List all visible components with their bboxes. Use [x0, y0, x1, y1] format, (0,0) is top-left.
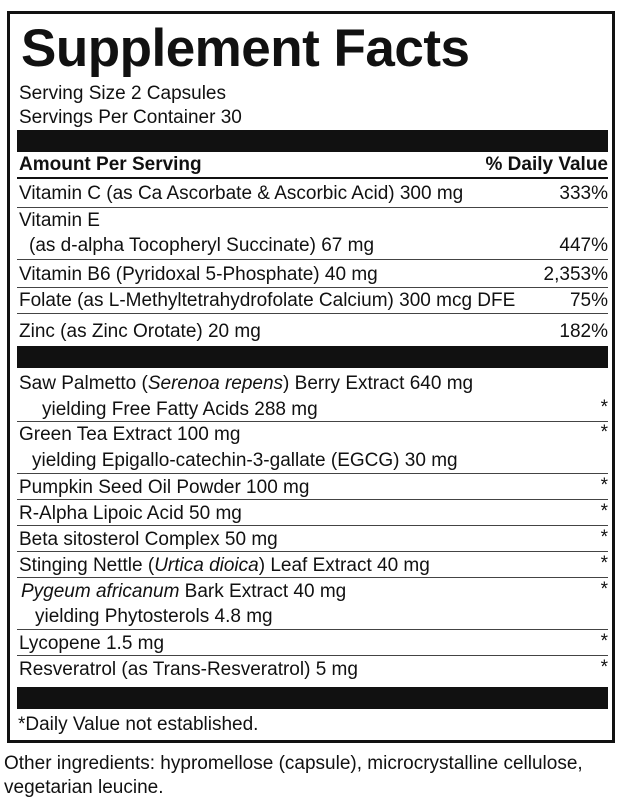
saw-palmetto-label: Saw Palmetto (Serenoa repens) Berry Extract 640 mg	[19, 373, 474, 394]
vitamin-b6-label: Vitamin B6 (Pyridoxal 5-Phosphate) 40 mg	[19, 264, 378, 285]
row-divider	[17, 259, 608, 260]
row-divider	[17, 525, 608, 526]
row-divider	[17, 207, 608, 208]
resveratrol-dv: *	[600, 657, 608, 678]
stinging-nettle-label: Stinging Nettle (Urtica dioica) Leaf Extract 40 mg	[19, 555, 430, 576]
green-tea-label: Green Tea Extract 100 mg	[19, 424, 241, 445]
footnote: *Daily Value not established.	[18, 714, 259, 735]
thick-divider	[17, 130, 608, 152]
folate-dv: 75%	[569, 290, 608, 311]
green-tea-yield: yielding Epigallo-catechin-3-gallate (EGCG) 30 mg	[32, 450, 458, 471]
vitamin-e-dv: 447%	[559, 235, 608, 256]
row-divider	[17, 499, 608, 500]
row-divider	[17, 577, 608, 578]
supplement-facts-panel	[7, 11, 615, 743]
lycopene-dv: *	[600, 631, 608, 652]
servings-per-container: Servings Per Container 30	[19, 107, 242, 128]
lipoic-acid-dv: *	[600, 501, 608, 522]
saw-palmetto-yield: yielding Free Fatty Acids 288 mg	[42, 399, 318, 420]
lycopene-label: Lycopene 1.5 mg	[19, 633, 165, 654]
pumpkin-seed-label: Pumpkin Seed Oil Powder 100 mg	[19, 477, 310, 498]
vitamin-c-dv: 333%	[559, 183, 608, 204]
pygeum-yield: yielding Phytosterols 4.8 mg	[35, 606, 273, 627]
stinging-nettle-dv: *	[600, 553, 608, 574]
row-divider	[17, 421, 608, 422]
pumpkin-seed-dv: *	[600, 475, 608, 496]
row-divider	[17, 313, 608, 314]
amount-per-serving-header: Amount Per Serving	[19, 154, 202, 175]
saw-palmetto-dv: *	[600, 397, 608, 418]
panel-title: Supplement Facts	[21, 19, 470, 78]
green-tea-dv: *	[600, 422, 608, 443]
folate-label: Folate (as L-Methyltetrahydrofolate Calcium) 300 mcg DFE	[19, 290, 516, 311]
other-ingredients: Other ingredients: hypromellose (capsule), microcrystalline cellulose, vegetarian leucine.	[4, 753, 583, 798]
daily-value-header: % Daily Value	[485, 154, 608, 175]
thick-divider	[17, 687, 608, 709]
thick-divider	[17, 346, 608, 368]
header-divider	[17, 177, 608, 179]
row-divider	[17, 551, 608, 552]
zinc-label: Zinc (as Zinc Orotate) 20 mg	[19, 321, 261, 342]
beta-sitosterol-label: Beta sitosterol Complex 50 mg	[19, 529, 278, 550]
vitamin-c-label: Vitamin C (as Ca Ascorbate & Ascorbic Acid) 300 mg	[19, 183, 464, 204]
vitamin-e-label: Vitamin E	[19, 210, 100, 231]
vitamin-e-source: (as d-alpha Tocopheryl Succinate) 67 mg	[29, 235, 375, 256]
vitamin-b6-dv: 2,353%	[543, 264, 608, 285]
zinc-dv: 182%	[559, 321, 608, 342]
pygeum-dv: *	[600, 579, 608, 600]
serving-size: Serving Size 2 Capsules	[19, 83, 226, 104]
beta-sitosterol-dv: *	[600, 527, 608, 548]
row-divider	[17, 655, 608, 656]
lipoic-acid-label: R-Alpha Lipoic Acid 50 mg	[19, 503, 242, 524]
resveratrol-label: Resveratrol (as Trans-Resveratrol) 5 mg	[19, 659, 358, 680]
row-divider	[17, 287, 608, 288]
row-divider	[17, 629, 608, 630]
pygeum-label: Pygeum africanum Bark Extract 40 mg	[21, 581, 347, 602]
row-divider	[17, 473, 608, 474]
